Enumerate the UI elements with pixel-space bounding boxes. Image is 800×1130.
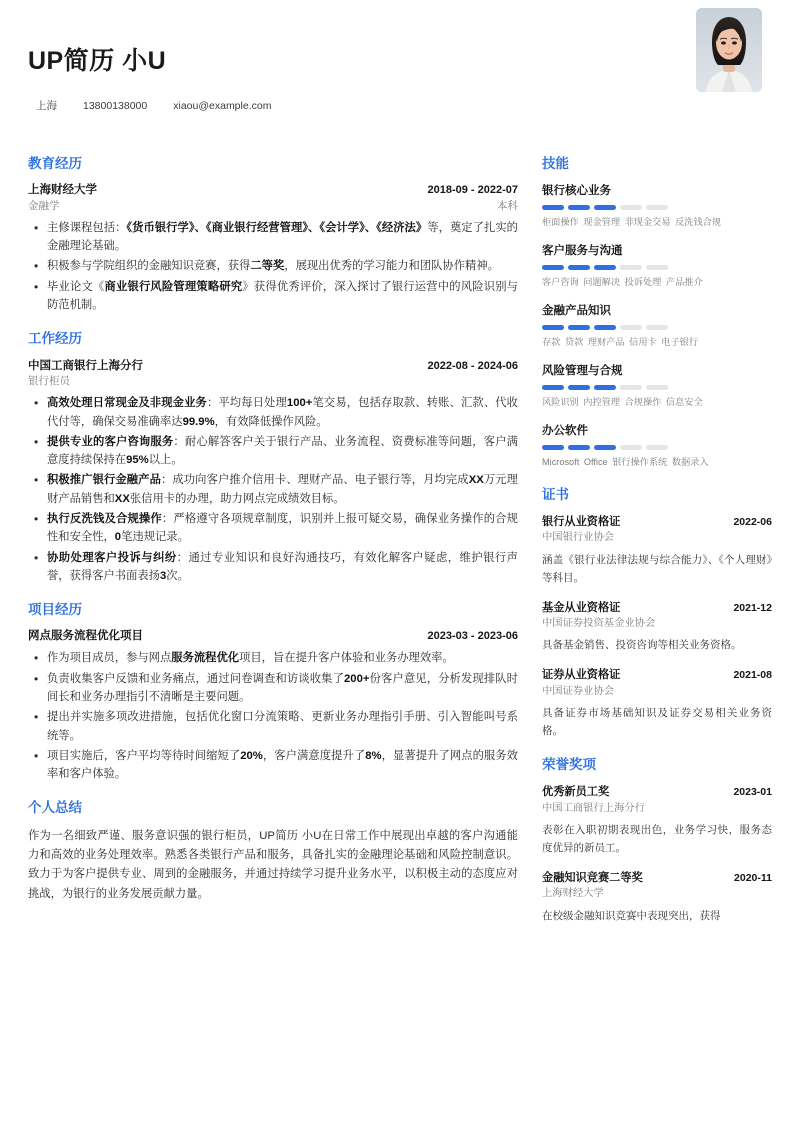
bullet-item: • 提出并实施多项改进措施，包括优化窗口分流策略、更新业务办理指引手册、引入智能叫号系统等。: [47, 708, 518, 745]
project-date: 2023-03 - 2023-06: [427, 630, 518, 643]
skill-level-segment: [646, 325, 668, 330]
skill-name: 风险管理与合规: [542, 364, 623, 377]
card-issuer: 中国工商银行上海分行: [542, 802, 645, 814]
card-date: 2020-11: [734, 872, 772, 885]
list-item: [542, 600, 772, 655]
card-title: 证券从业资格证: [542, 669, 621, 682]
card-header-row: [542, 514, 772, 530]
card-date: 2021-08: [733, 669, 772, 682]
bullet-item: • 执行反洗钱及合规操作：严格遵守各项规章制度，识别并上报可疑交易，确保业务操作的合规性和安全性，0笔违规记录。: [47, 510, 518, 547]
bullet-item: • 积极推广银行金融产品：成功向客户推介信用卡、理财产品、电子银行等，月均完成XX万元理财产品销售和XX张信用卡的办理，助力网点完成绩效目标。: [47, 471, 518, 508]
contact-phone: 13800138000: [83, 99, 148, 112]
card-header-row: [542, 667, 772, 683]
skill-tags: 存款 贷款 理财产品 信用卡 电子银行: [542, 337, 699, 348]
card-date: 2023-01: [733, 786, 772, 799]
education-date: 2018-09 - 2022-07: [427, 184, 518, 197]
card-date: 2021-12: [733, 601, 772, 614]
skill-level-segment: [542, 445, 564, 450]
skill-item: [542, 363, 772, 410]
card-date: 2022-06: [733, 515, 772, 528]
skill-name: 银行核心业务: [542, 185, 611, 198]
work-company: 中国工商银行上海分行: [28, 359, 143, 372]
skill-level-segment: [542, 265, 564, 270]
skill-level-segment: [542, 385, 564, 390]
entry-sub-row: [28, 374, 518, 390]
bullet-item: • 毕业论文《商业银行风险管理策略研究》获得优秀评价，深入探讨了银行运营中的风险识别与防范机制。: [47, 278, 518, 315]
entry-header-row: [28, 182, 518, 199]
card-header-row: [542, 784, 772, 800]
card-header-row: [542, 870, 772, 886]
section-title-awards: 荣誉奖项: [542, 757, 596, 773]
section-project: [28, 602, 518, 783]
list-item: [542, 667, 772, 740]
resume-body: [28, 156, 772, 942]
bullet-item: • 主修课程包括：《货币银行学》、《商业银行经营管理》、《会计学》、《经济法》等，奠定了扎实的金融理论基础。: [47, 219, 518, 256]
education-school: 上海财经大学: [28, 184, 97, 197]
card-header-row: [542, 600, 772, 616]
entry-sub-row: [28, 199, 518, 215]
bullet-item: • 高效处理日常现金及非现金业务：平均每日处理100+笔交易，包括存取款、转账、汇款、代收代付等，确保交易准确率达99.9%，有效降低操作风险。: [47, 394, 518, 431]
skill-name: 办公软件: [542, 424, 588, 437]
skill-level-segment: [594, 325, 616, 330]
skill-level-segment: [542, 325, 564, 330]
list-item: [542, 514, 772, 587]
bullet-item: • 协助处理客户投诉与纠纷：通过专业知识和良好沟通技巧，有效化解客户疑虑，维护银行声誉，获得客户书面表扬3次。: [47, 549, 518, 586]
entry-header-row: [28, 628, 518, 645]
skill-level-segment: [646, 385, 668, 390]
section-certificates: [542, 487, 772, 740]
skill-item: [542, 183, 772, 230]
project-entry: [28, 628, 518, 783]
skill-item: [542, 243, 772, 290]
bullet-item: • 提供专业的客户咨询服务：耐心解答客户关于银行产品、业务流程、资费标准等问题，客户满意度持续保持在95%以上。: [47, 433, 518, 470]
card-issuer: 中国证券投资基金业协会: [542, 617, 656, 629]
list-item: [542, 784, 772, 857]
skill-level-segment: [594, 445, 616, 450]
card-description: 涵盖《银行业法律法规与综合能力》、《个人理财》等科目。: [542, 553, 772, 584]
contact-email: xiaou@example.com: [173, 99, 272, 112]
card-description: 具备基金销售、投资咨询等相关业务资格。: [542, 639, 742, 652]
skill-level-segment: [568, 265, 590, 270]
skill-level-segment: [620, 445, 642, 450]
main-column: [28, 156, 518, 921]
bullet-item: • 负责收集客户反馈和业务痛点，通过问卷调查和访谈收集了200+份客户意见，分析发现排队时间长和业务办理指引不清晰是主要问题。: [47, 670, 518, 707]
skill-item: [542, 423, 772, 470]
skill-level-segment: [646, 205, 668, 210]
certificates-list: [542, 514, 772, 740]
skill-tags: 客户咨询 问题解决 投诉处理 产品推介: [542, 277, 703, 288]
card-issuer: 上海财经大学: [542, 888, 604, 900]
card-title: 基金从业资格证: [542, 601, 621, 614]
bullet-item: • 作为项目成员，参与网点服务流程优化项目，旨在提升客户体验和业务办理效率。: [47, 649, 518, 667]
portrait-photo-icon: [696, 8, 762, 92]
skill-tags: Microsoft Office 银行操作系统 数据录入: [542, 456, 709, 467]
skills-list: [542, 183, 772, 469]
section-title-certificates: 证书: [542, 486, 569, 502]
section-title-work: 工作经历: [28, 331, 82, 347]
card-title: 金融知识竞赛二等奖: [542, 872, 643, 885]
skill-level-segment: [646, 445, 668, 450]
section-title-project: 项目经历: [28, 602, 82, 618]
section-title-summary: 个人总结: [28, 800, 82, 816]
education-degree: 本科: [497, 200, 518, 213]
awards-list: [542, 784, 772, 924]
card-description: 表彰在入职初期表现出色，业务学习快，服务态度优异的新员工。: [542, 823, 772, 854]
skill-name: 金融产品知识: [542, 304, 611, 317]
skill-level-segment: [568, 205, 590, 210]
card-description: 在校级金融知识竞赛中表现突出，获得: [542, 909, 721, 922]
work-bullets: [28, 394, 518, 585]
skill-level-segment: [620, 325, 642, 330]
section-title-education: 教育经历: [28, 156, 82, 171]
contact-info: [28, 98, 772, 113]
work-entry: [28, 358, 518, 586]
list-item: [542, 870, 772, 925]
skill-tags: 风险识别 内控管理 合规操作 信息安全: [542, 396, 703, 407]
skill-level-segment: [594, 385, 616, 390]
bullet-item: • 项目实施后，客户平均等待时间缩短了20%，客户满意度提升了8%，显著提升了网点的服务效率和客户体验。: [47, 747, 518, 784]
avatar: [696, 8, 762, 92]
skill-level-segment: [620, 265, 642, 270]
card-title: 优秀新员工奖: [542, 786, 610, 799]
section-title-skills: 技能: [542, 156, 569, 171]
bullet-item: • 积极参与学院组织的金融知识竞赛，获得二等奖，展现出优秀的学习能力和团队协作精神。: [47, 257, 518, 275]
work-date: 2022-08 - 2024-06: [427, 359, 518, 372]
card-issuer: 中国银行业协会: [542, 532, 615, 544]
skill-level-segment: [594, 205, 616, 210]
skill-level-bar: [542, 205, 772, 210]
skill-level-bar: [542, 325, 772, 330]
entry-header-row: [28, 358, 518, 375]
card-description: 具备证券市场基础知识及证券交易相关业务资格。: [542, 706, 772, 738]
section-work: [28, 331, 518, 585]
skill-level-segment: [568, 445, 590, 450]
skill-level-segment: [646, 265, 668, 270]
skill-level-segment: [594, 265, 616, 270]
skill-level-segment: [620, 385, 642, 390]
skill-level-segment: [568, 325, 590, 330]
skill-level-segment: [568, 385, 590, 390]
skill-level-bar: [542, 385, 772, 390]
resume-header: [28, 0, 772, 142]
section-awards: [542, 757, 772, 925]
section-skills: [542, 156, 772, 470]
skill-level-bar: [542, 265, 772, 270]
skill-tags: 柜面操作 现金管理 非现金交易 反洗钱合规: [542, 217, 722, 228]
card-issuer: 中国证券业协会: [542, 685, 615, 697]
section-education: [28, 156, 518, 314]
contact-location: 上海: [36, 100, 57, 112]
page-title: UP简历 小U: [28, 47, 167, 75]
skill-name: 客户服务与沟通: [542, 245, 623, 258]
project-bullets: [28, 649, 518, 783]
card-title: 银行从业资格证: [542, 515, 621, 528]
summary-text: 作为一名细致严谨、服务意识强的银行柜员，UP简历 小U在日常工作中展现出卓越的客户沟通能力和高效的业务处理效率。熟悉各类银行产品和服务，具备扎实的金融理论基础和风险控制意识。致力于为客户提供专业、周到的金融服务，并通过持续学习提升业务水平，以积极主动的态度应对挑战，为银行的业务发展贡献力量。: [28, 829, 518, 900]
work-position: 银行柜员: [28, 375, 70, 388]
project-name: 网点服务流程优化项目: [28, 630, 143, 643]
section-summary: [28, 800, 518, 904]
sidebar-column: [542, 156, 772, 942]
skill-item: [542, 303, 772, 350]
education-entry: [28, 182, 518, 314]
skill-level-segment: [620, 205, 642, 210]
education-major: 金融学: [28, 200, 60, 213]
skill-level-segment: [542, 205, 564, 210]
education-bullets: [28, 219, 518, 314]
skill-level-bar: [542, 445, 772, 450]
